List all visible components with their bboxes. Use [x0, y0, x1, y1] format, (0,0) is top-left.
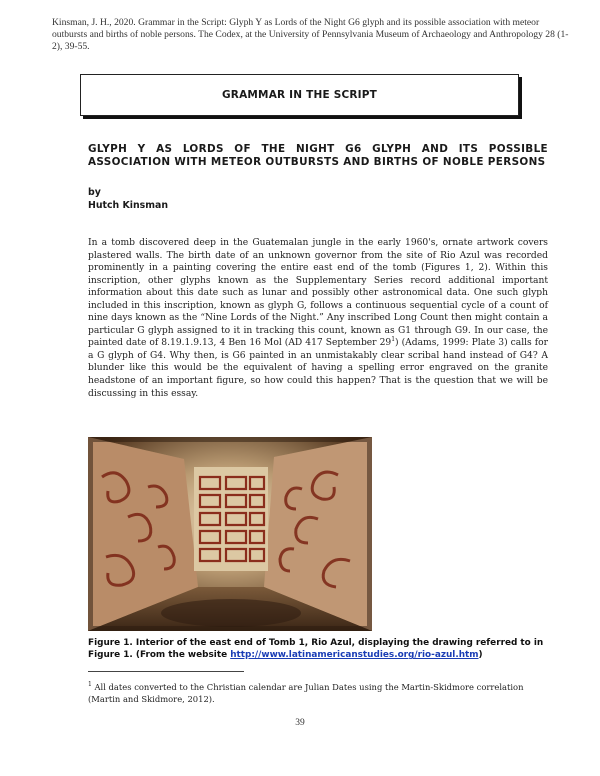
- body-text-part-2: ) (Adams, 1999: Plate 3) calls for a G glyph of G4. Why then, is G6 painted in an unmistakably clear scribal hand instead of G4? A blunder like this would be the equivalent of having a spelling error engraved on the granite headstone of an important figure, so how could this happen? That is the question that we will be discussing in this essay.: [88, 338, 548, 399]
- article-title: GLYPH Y AS LORDS OF THE NIGHT G6 GLYPH AND ITS POSSIBLE ASSOCIATION WITH METEOR OUTBURSTS AND BIRTHS OF NOBLE PERSONS: [88, 143, 548, 169]
- section-banner-label: GRAMMAR IN THE SCRIPT: [221, 89, 378, 101]
- byline-author: Hutch Kinsman: [88, 200, 168, 211]
- footnote-text: All dates converted to the Christian calendar are Julian Dates using the Martin-Skidmore correlation (Martin and Skidmore, 2012).: [88, 682, 524, 704]
- footnote-divider: [88, 671, 244, 672]
- body-text-part-1: In a tomb discovered deep in the Guatemalan jungle in the early 1960's, ornate artwork covers plastered walls. The birth date of an unknown governor from the site of Rio Azul was recorded prominently in a painting covering the entire east end of the tomb (Figures 1, 2). Within this inscription, other glyphs known as the Supplementary Series record additional important information about this date such as lunar and possibly other astronomical data. One such glyph included in this inscription, known as glyph G, follows a continuous sequential cycle of a count of nine days known as the “Nine Lords of the Night.” Any inscribed Long Count then might contain a particular G glyph assigned to it in tracking this count, known as G1 through G9. In our case, the painted date of 8.19.1.9.13, 4 Ben 16 Mol (AD 417 September 29: [88, 238, 548, 349]
- section-banner: [80, 74, 519, 116]
- footnote: [88, 681, 550, 705]
- tomb-photo-illustration: [88, 437, 372, 631]
- caption-text: Figure 1. Interior of the east end of Tomb 1, Rio Azul, displaying the drawing referred to in Figure 1. (From the website: [88, 638, 544, 661]
- caption-end: ): [478, 650, 483, 661]
- byline-by: by: [88, 187, 101, 198]
- page-number: 39: [295, 718, 305, 728]
- footnote-marker: 1: [88, 681, 92, 689]
- citation-header: Kinsman, J. H., 2020. Grammar in the Script: Glyph Y as Lords of the Night G6 glyph and its possible association with meteor outbursts and births of noble persons. The Codex, at the University of Pennsylvania Museum of Archaeology and Anthropology 28 (1-2), 39-55.: [52, 17, 569, 52]
- body-paragraph: [88, 237, 548, 400]
- caption-link[interactable]: http://www.latinamericanstudies.org/rio-azul.htm: [230, 650, 479, 661]
- footnote-reference[interactable]: 1: [391, 336, 396, 344]
- tomb-photo: [88, 437, 372, 631]
- figure-caption: [88, 637, 552, 662]
